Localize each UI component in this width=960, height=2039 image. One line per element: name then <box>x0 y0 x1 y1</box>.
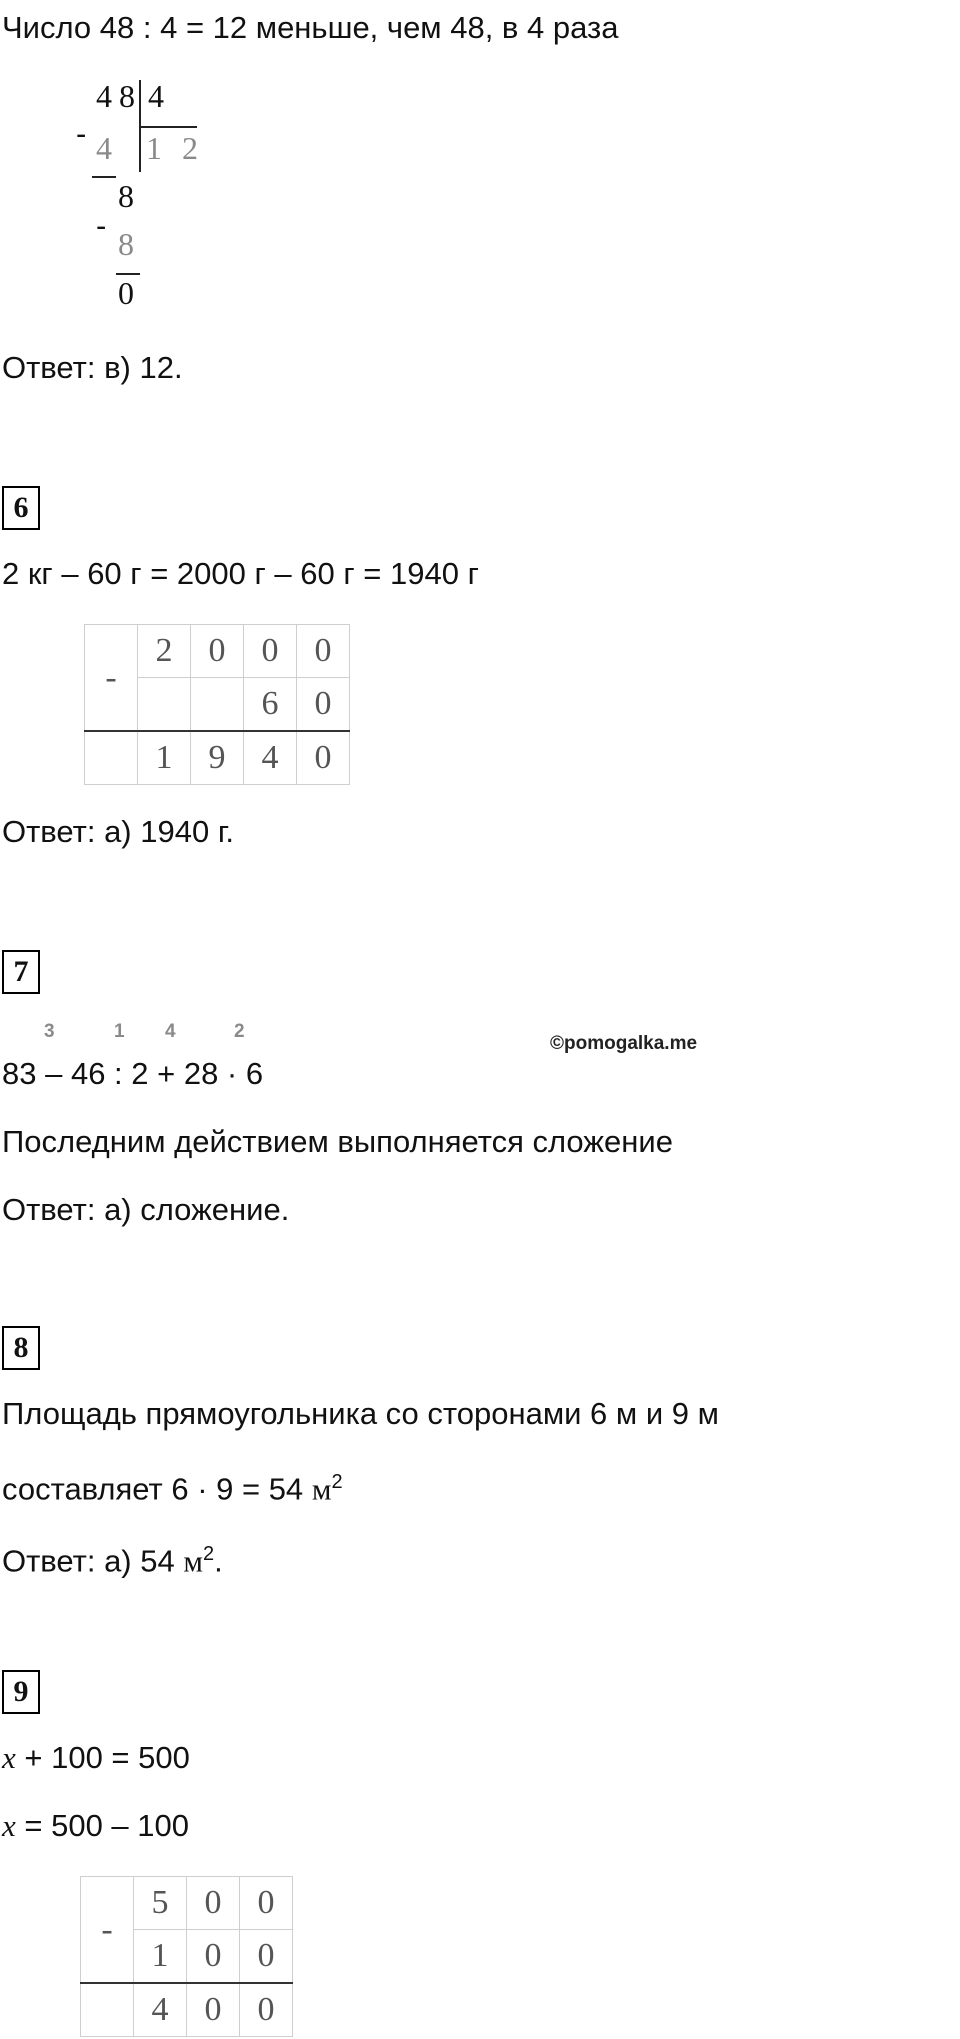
subtraction-grid <box>84 624 350 785</box>
subtraction-grid <box>80 1876 293 2037</box>
minus-sign: - <box>76 116 87 151</box>
grid-cell <box>81 1983 134 2037</box>
quotient: 1 2 <box>146 130 204 166</box>
answer-text: Ответ: а) 1940 г. <box>2 814 234 849</box>
subtrahend: 8 <box>118 226 134 262</box>
exponent: 2 <box>331 1471 343 1493</box>
order-number: 3 <box>44 1021 55 1042</box>
watermark: ©pomogalka.me <box>550 1033 698 1054</box>
answer-prefix: Ответ: а) 54 <box>2 1543 175 1579</box>
task-number-9: 9 <box>2 1670 40 1714</box>
exponent: 2 <box>202 1543 215 1565</box>
answer-suffix: . <box>214 1543 223 1579</box>
variable-x: x <box>2 1808 16 1843</box>
grid-cell: 4 <box>134 1983 187 2037</box>
grid-cell <box>85 731 138 785</box>
grid-cell: 0 <box>240 1930 293 1984</box>
answer-text <box>2 1534 223 1581</box>
grid-cell: 5 <box>134 1877 187 1930</box>
task8-line2 <box>2 1462 343 1509</box>
dividend-digit: 4 <box>96 78 112 114</box>
division-underline <box>92 176 116 178</box>
equation-rest: = 500 – 100 <box>15 1808 190 1843</box>
divisor: 4 <box>148 78 164 114</box>
answer-text: Ответ: а) сложение. <box>2 1192 290 1227</box>
grid-cell: 0 <box>297 625 350 678</box>
task-number-6: 6 <box>2 486 40 530</box>
order-number: 4 <box>165 1021 176 1042</box>
grid-cell: 0 <box>191 625 244 678</box>
minus-sign: - <box>85 625 138 732</box>
grid-cell: 9 <box>191 731 244 785</box>
grid-cell: 1 <box>134 1930 187 1984</box>
grid-cell: 0 <box>244 625 297 678</box>
subtrahend: 4 <box>96 130 112 166</box>
task7-statement: Последним действием выполняется сложение <box>2 1124 673 1159</box>
unit-text: м <box>183 1543 203 1579</box>
answer-text: Ответ: в) 12. <box>2 350 183 385</box>
unit-text: м <box>311 1471 332 1507</box>
variable-x: x <box>2 1740 16 1775</box>
grid-cell: 2 <box>138 625 191 678</box>
grid-cell: 0 <box>187 1877 240 1930</box>
task9-equation-2 <box>2 1806 189 1846</box>
minus-sign: - <box>81 1877 134 1984</box>
remainder: 8 <box>118 178 134 214</box>
dividend-digit: 8 <box>119 78 135 114</box>
grid-cell: 1 <box>138 731 191 785</box>
grid-cell <box>191 678 244 732</box>
grid-cell: 0 <box>187 1930 240 1984</box>
order-number: 2 <box>234 1021 245 1042</box>
equation-rest: + 100 = 500 <box>15 1740 190 1775</box>
task8-line2-text: составляет 6 · 9 = 54 <box>2 1471 304 1507</box>
long-division <box>70 78 210 318</box>
task-number-8: 8 <box>2 1326 40 1370</box>
grid-cell: 0 <box>187 1983 240 2037</box>
grid-cell: 0 <box>297 678 350 732</box>
grid-cell: 4 <box>244 731 297 785</box>
order-number: 1 <box>114 1021 125 1042</box>
task6-equation: 2 кг – 60 г = 2000 г – 60 г = 1940 г <box>2 556 479 591</box>
intro-line: Число 48 : 4 = 12 меньше, чем 48, в 4 раза <box>2 10 619 45</box>
grid-cell: 6 <box>244 678 297 732</box>
quotient-line <box>139 126 197 128</box>
task9-equation-1 <box>2 1738 190 1778</box>
task-number-7: 7 <box>2 950 40 994</box>
grid-cell <box>138 678 191 732</box>
minus-sign: - <box>96 208 107 243</box>
task8-line1: Площадь прямоугольника со сторонами 6 м и 9 м <box>2 1396 719 1431</box>
task7-expression: 83 – 46 : 2 + 28 · 6 <box>2 1056 264 1091</box>
grid-cell: 0 <box>297 731 350 785</box>
remainder: 0 <box>118 275 134 311</box>
grid-cell: 0 <box>240 1983 293 2037</box>
grid-cell: 0 <box>240 1877 293 1930</box>
